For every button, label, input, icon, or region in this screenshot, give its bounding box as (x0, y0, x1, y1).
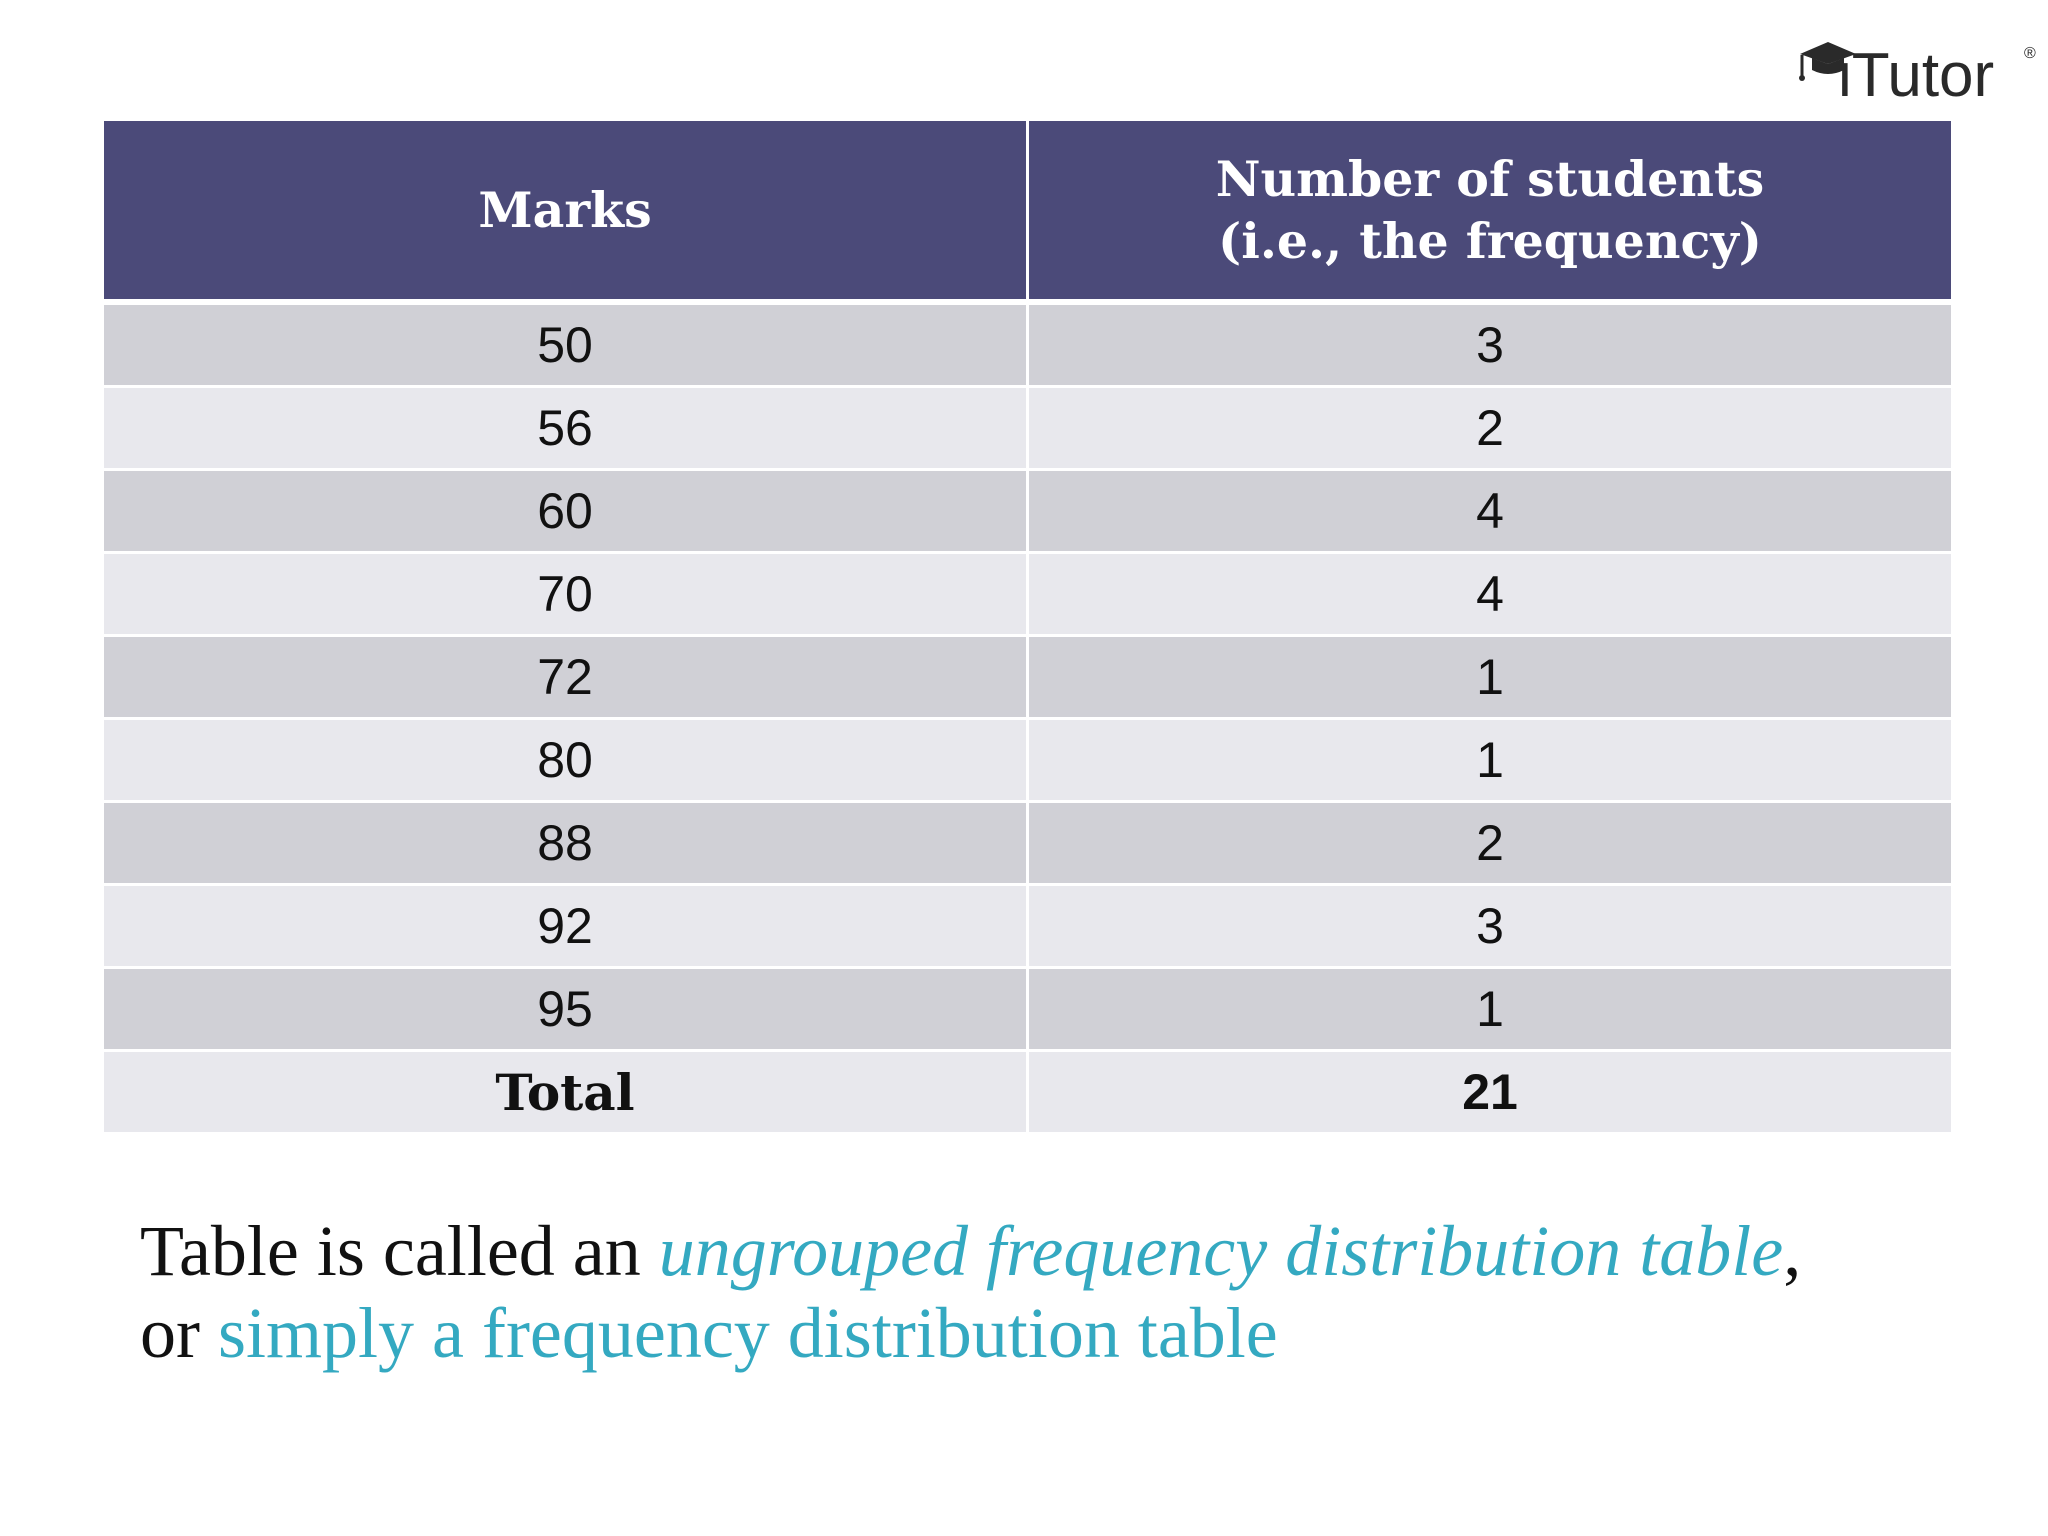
total-value: 21 (1028, 1051, 1952, 1133)
cell-marks: 95 (104, 968, 1028, 1051)
cell-count: 2 (1028, 387, 1952, 470)
caption-line2 (140, 1292, 1960, 1374)
cell-marks: 60 (104, 470, 1028, 553)
itutor-logo (1788, 18, 2048, 108)
cell-count: 4 (1028, 470, 1952, 553)
cell-count: 1 (1028, 719, 1952, 802)
header-count-line1: Number of students (1215, 150, 1765, 208)
header-count-line2: (i.e., the frequency) (1218, 212, 1762, 270)
header-number-of-students (1028, 121, 1952, 302)
table-row (104, 636, 1951, 719)
cell-marks: 92 (104, 885, 1028, 968)
cell-marks: 56 (104, 387, 1028, 470)
table-row (104, 470, 1951, 553)
caption-line1 (140, 1210, 1960, 1292)
caption (140, 1210, 1960, 1374)
table-row (104, 719, 1951, 802)
svg-text:®: ® (2024, 45, 2036, 62)
cell-count: 1 (1028, 968, 1952, 1051)
table-row (104, 387, 1951, 470)
cell-marks: 88 (104, 802, 1028, 885)
table-row (104, 302, 1951, 387)
caption-text-or: or (140, 1293, 218, 1373)
header-marks: Marks (104, 121, 1028, 302)
cell-marks: 72 (104, 636, 1028, 719)
cell-count: 2 (1028, 802, 1952, 885)
cell-marks: 80 (104, 719, 1028, 802)
cell-count: 3 (1028, 885, 1952, 968)
svg-text:iTutor: iTutor (1838, 41, 1995, 108)
caption-italic-term: ungrouped frequency distribution table (658, 1211, 1784, 1291)
table-header-row (104, 121, 1951, 302)
table-row (104, 802, 1951, 885)
cell-count: 3 (1028, 302, 1952, 387)
graduation-cap-icon (1788, 18, 2048, 108)
cell-marks: 70 (104, 553, 1028, 636)
caption-accent-term: simply a frequency distribution table (217, 1293, 1278, 1373)
cell-marks: 50 (104, 302, 1028, 387)
total-label: Total (104, 1051, 1028, 1133)
cell-count: 4 (1028, 553, 1952, 636)
caption-comma: , (1783, 1211, 1802, 1291)
caption-text: Table is called an (140, 1211, 659, 1291)
cell-count: 1 (1028, 636, 1952, 719)
table-row (104, 885, 1951, 968)
table-row (104, 553, 1951, 636)
table-row (104, 968, 1951, 1051)
frequency-table (104, 121, 1951, 1132)
table-total-row (104, 1051, 1951, 1133)
